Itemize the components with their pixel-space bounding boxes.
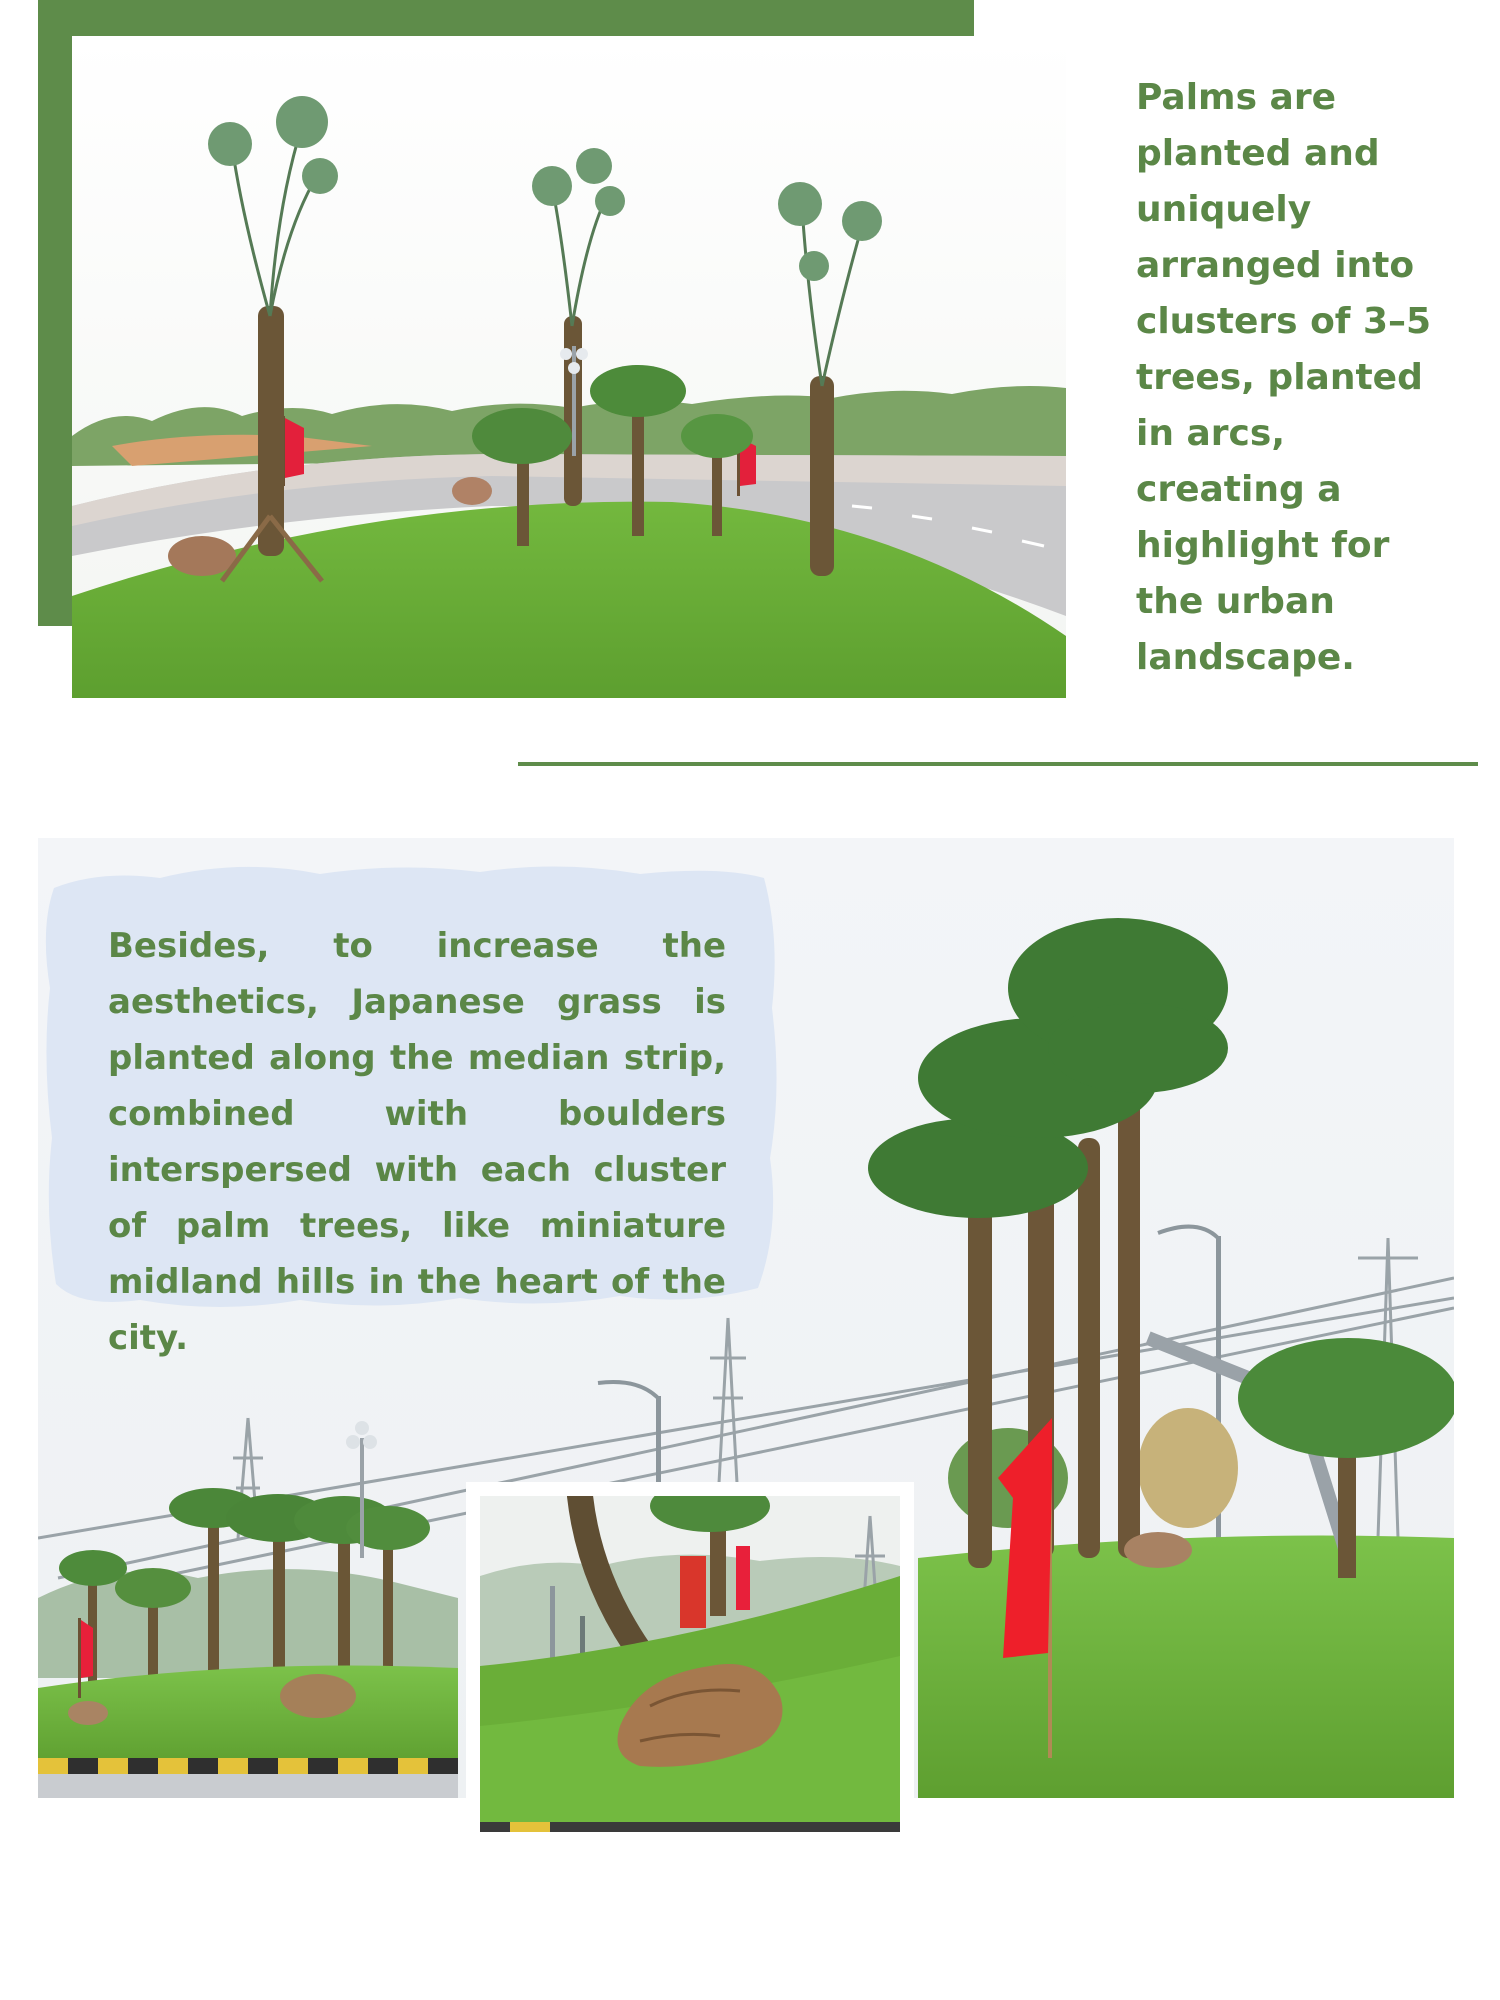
- top-caption: Palms are planted and uniquely arranged into clusters of 3–5 trees, planted in arcs, creating a highlight for the urban landscape.: [1136, 77, 1432, 678]
- section-divider: [518, 762, 1478, 766]
- boulder-closeup-photo: [480, 1496, 900, 1832]
- bottom-caption: Besides, to increase the aesthetics, Japanese grass is planted along the median strip, combined with boulders interspersed with each cluster of palm trees, like miniature midland hills in the heart of the city.: [108, 926, 726, 1358]
- palm-median-photo: [72, 36, 1066, 698]
